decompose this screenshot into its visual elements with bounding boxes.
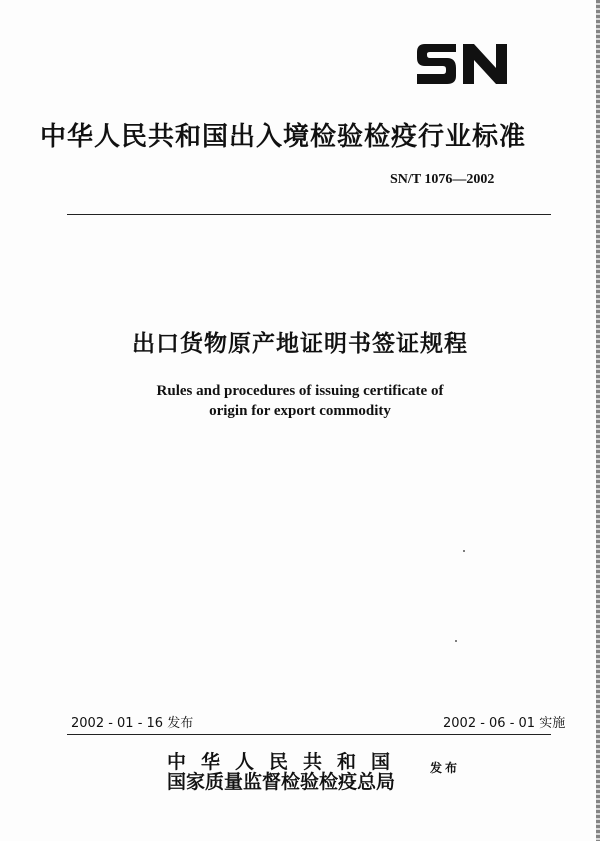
scan-speck xyxy=(455,640,457,642)
top-divider xyxy=(67,214,551,215)
english-title xyxy=(0,381,600,421)
implementation-date: 2002 - 06 - 01 实施 xyxy=(443,716,566,731)
standard-number: SN/T 1076—2002 xyxy=(390,172,495,187)
issued-label: 发布 xyxy=(430,761,461,775)
sn-logo-graphic xyxy=(413,38,511,88)
bottom-divider xyxy=(67,734,551,735)
english-title-line-2: origin for export commodity xyxy=(209,403,391,419)
issue-date: 2002 - 01 - 16 发布 xyxy=(71,716,194,731)
issuer-agency: 国家质量监督检验检疫总局 xyxy=(167,771,396,793)
issuer-country: 中华人民共和国 xyxy=(167,751,406,773)
chinese-title: 出口货物原产地证明书签证规程 xyxy=(132,331,468,357)
scan-speck xyxy=(463,550,465,552)
industry-standard-title: 中华人民共和国出入境检验检疫行业标准 xyxy=(40,122,527,152)
sn-logo xyxy=(413,38,511,88)
english-title-line-1: Rules and procedures of issuing certificate of xyxy=(156,383,444,399)
